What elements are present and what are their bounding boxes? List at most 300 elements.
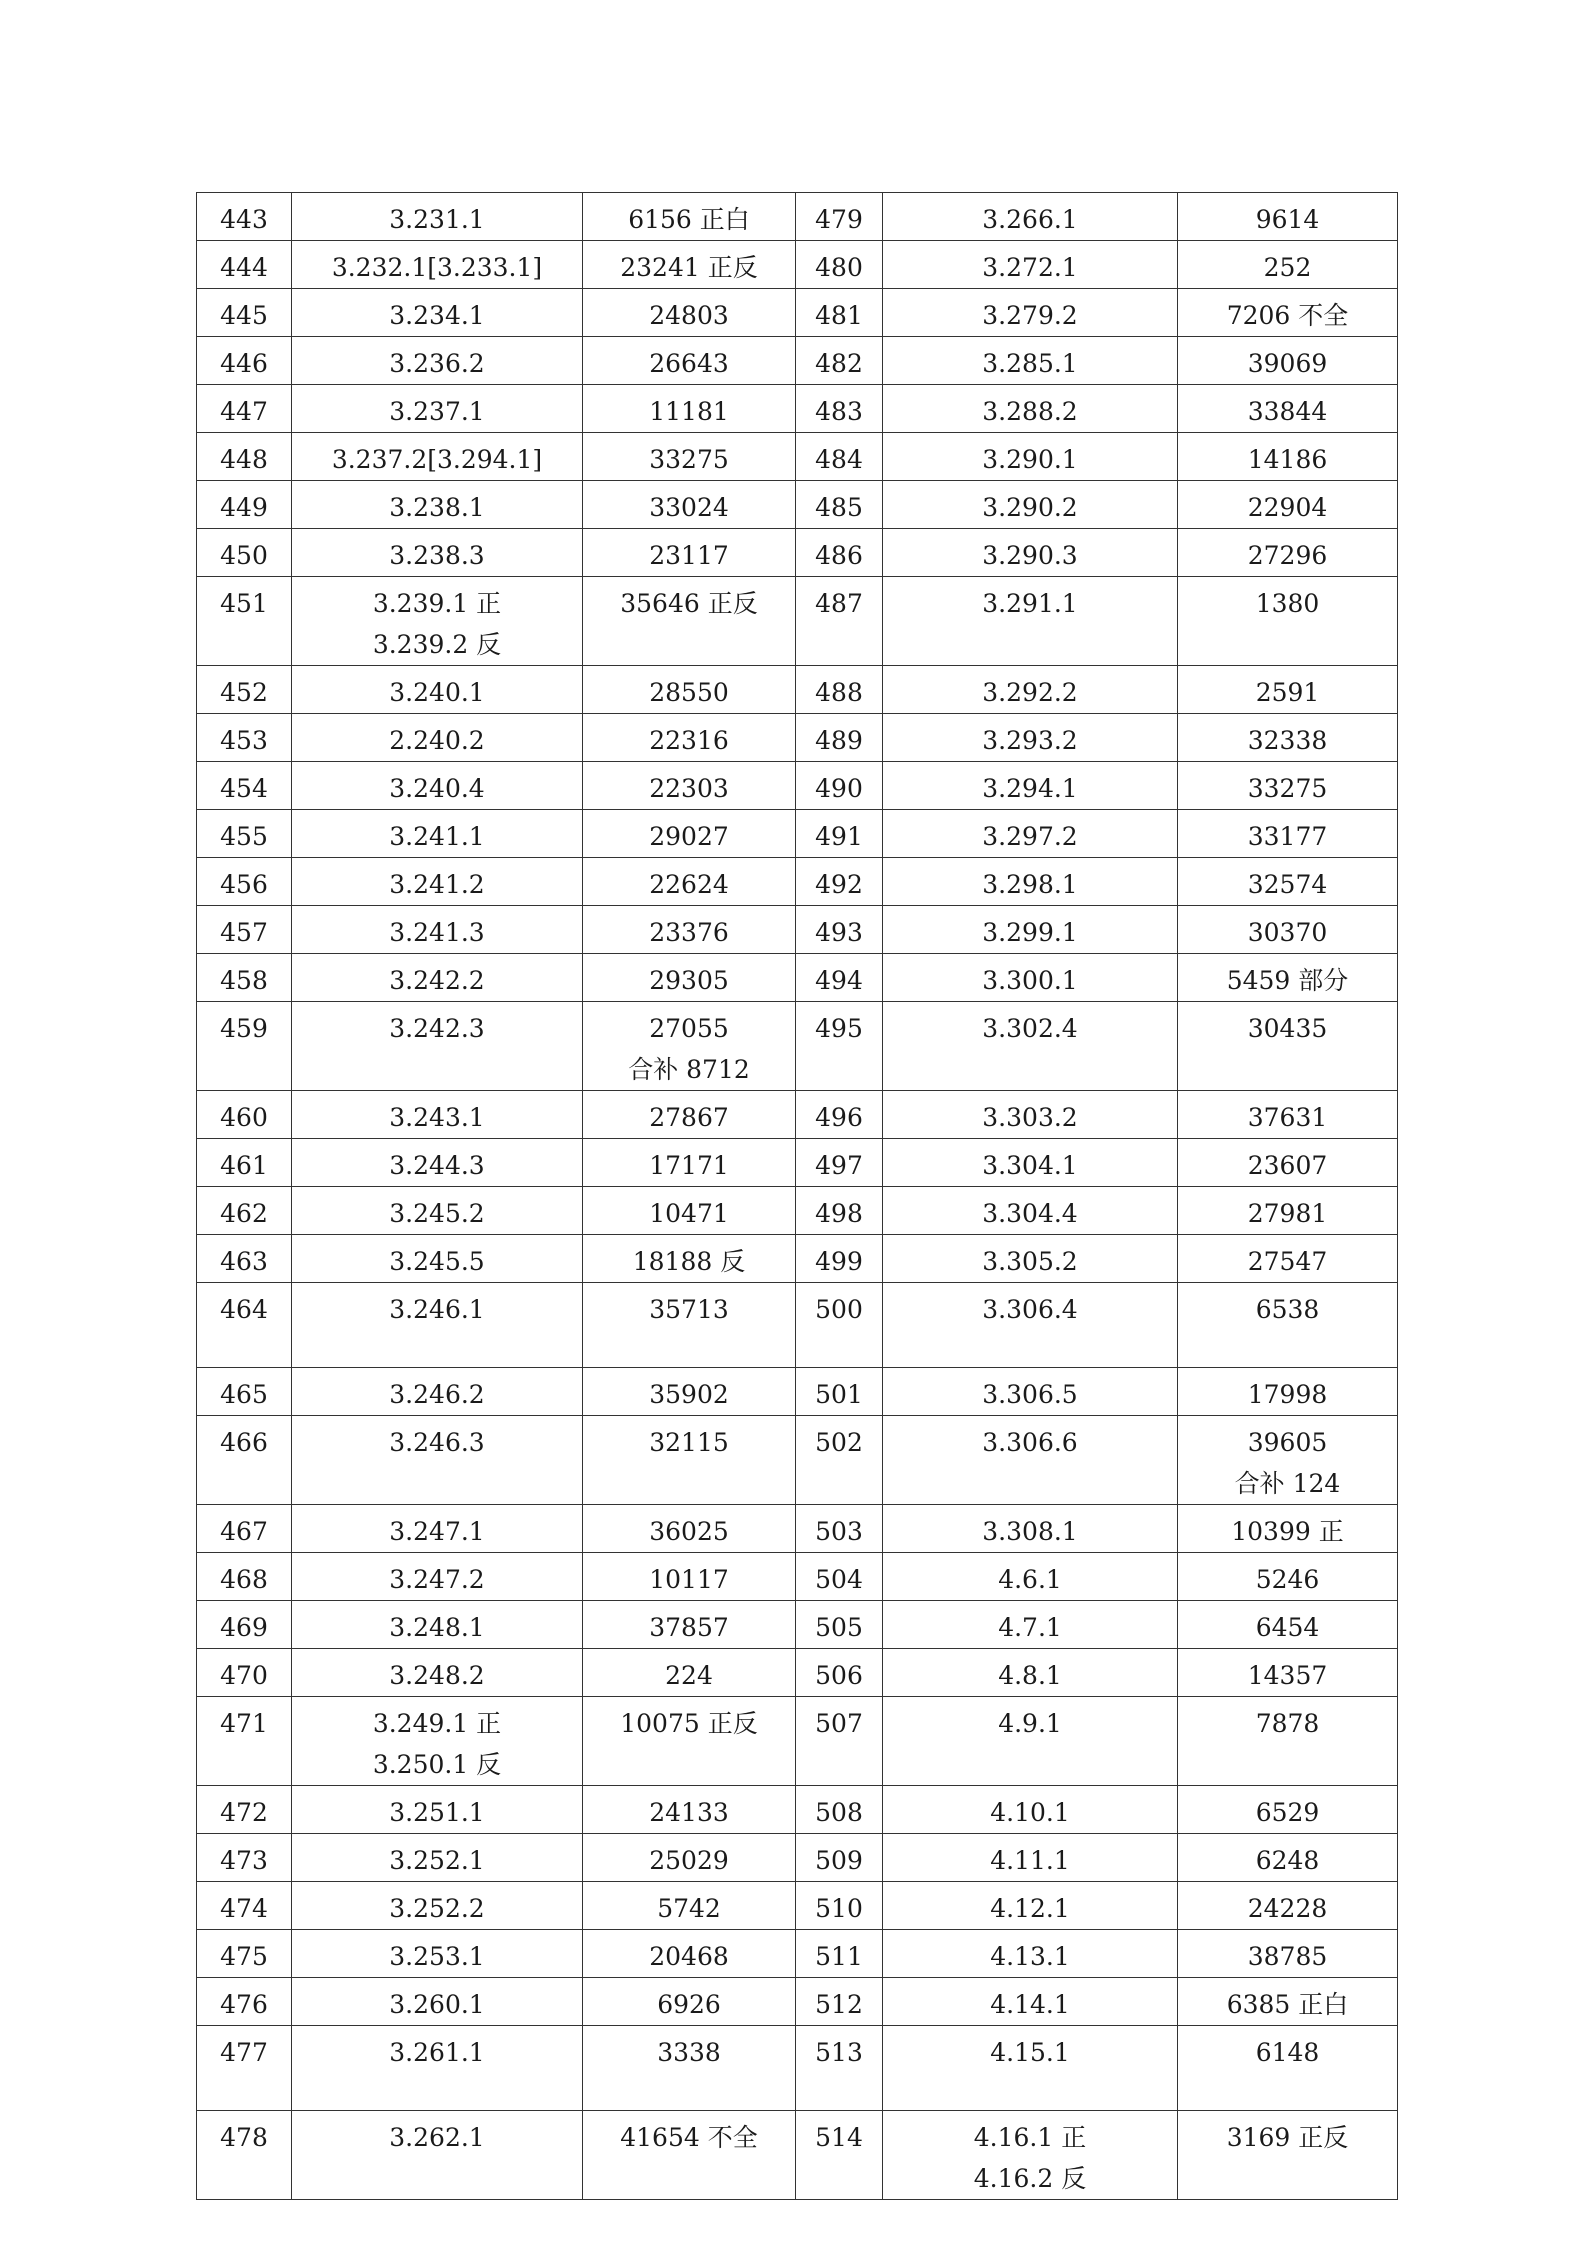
left-code-line: 3.249.1 正 — [372, 1709, 502, 1738]
right-note-cell — [1178, 1505, 1398, 1553]
left-number-cell: 446 — [197, 337, 292, 385]
left-number-cell: 472 — [197, 1786, 292, 1834]
right-number-cell: 512 — [796, 1978, 883, 2026]
left-note-line: 36025 — [649, 1517, 729, 1546]
right-code-line: 4.14.1 — [990, 1990, 1070, 2019]
left-code-cell — [292, 1601, 583, 1649]
left-note-line: 24133 — [649, 1798, 729, 1827]
right-code-cell — [883, 1697, 1178, 1786]
left-note-line: 35646 正反 — [620, 589, 758, 618]
right-code-cell — [883, 481, 1178, 529]
left-note-cell — [583, 666, 796, 714]
left-code-line: 3.240.1 — [389, 678, 485, 707]
left-number-cell: 453 — [197, 714, 292, 762]
left-number-cell: 464 — [197, 1283, 292, 1368]
right-code-cell — [883, 1786, 1178, 1834]
left-note-line: 41654 不全 — [620, 2123, 758, 2152]
left-code-cell — [292, 954, 583, 1002]
left-code-line: 3.246.1 — [389, 1295, 485, 1324]
right-code-cell — [883, 193, 1178, 241]
right-note-cell — [1178, 193, 1398, 241]
right-number-cell: 510 — [796, 1882, 883, 1930]
left-number-cell: 443 — [197, 193, 292, 241]
left-note-line: 28550 — [649, 678, 729, 707]
right-note-line: 7206 不全 — [1226, 301, 1349, 330]
catalog-body — [197, 193, 1398, 2200]
right-note-cell — [1178, 1930, 1398, 1978]
left-number-cell: 447 — [197, 385, 292, 433]
right-note-cell — [1178, 1235, 1398, 1283]
right-code-cell — [883, 1139, 1178, 1187]
right-note-line: 6454 — [1255, 1613, 1320, 1642]
left-code-line: 3.242.3 — [389, 1014, 485, 1043]
right-note-cell — [1178, 906, 1398, 954]
right-code-cell — [883, 289, 1178, 337]
left-note-cell — [583, 193, 796, 241]
left-code-cell — [292, 1235, 583, 1283]
right-note-cell — [1178, 1187, 1398, 1235]
right-number-cell: 491 — [796, 810, 883, 858]
right-number-cell: 483 — [796, 385, 883, 433]
right-note-line: 14186 — [1247, 445, 1328, 474]
left-note-line: 33275 — [649, 445, 729, 474]
left-note-cell — [583, 858, 796, 906]
left-code-cell — [292, 1834, 583, 1882]
right-code-line: 3.293.2 — [982, 726, 1078, 755]
right-code-line: 3.266.1 — [982, 205, 1078, 234]
right-note-cell — [1178, 433, 1398, 481]
left-code-line: 3.260.1 — [389, 1990, 485, 2019]
left-code-cell — [292, 1505, 583, 1553]
right-note-line: 7878 — [1255, 1709, 1320, 1738]
right-note-cell — [1178, 289, 1398, 337]
left-code-cell — [292, 1416, 583, 1505]
right-note-cell — [1178, 1697, 1398, 1786]
right-number-cell: 484 — [796, 433, 883, 481]
left-number-cell: 471 — [197, 1697, 292, 1786]
table-row — [197, 337, 1398, 385]
right-number-cell: 497 — [796, 1139, 883, 1187]
left-number-cell: 454 — [197, 762, 292, 810]
right-code-line: 3.304.1 — [982, 1151, 1078, 1180]
right-note-line: 14357 — [1247, 1661, 1328, 1690]
left-code-line: 3.245.5 — [389, 1247, 485, 1276]
table-row — [197, 1649, 1398, 1697]
left-code-line: 3.248.2 — [389, 1661, 485, 1690]
right-code-cell — [883, 714, 1178, 762]
right-code-cell — [883, 1930, 1178, 1978]
right-note-cell — [1178, 1368, 1398, 1416]
left-number-cell: 465 — [197, 1368, 292, 1416]
right-code-line: 3.290.2 — [982, 493, 1078, 522]
right-code-line: 3.291.1 — [982, 589, 1078, 618]
right-note-cell — [1178, 481, 1398, 529]
left-note-line: 22624 — [649, 870, 729, 899]
right-note-cell — [1178, 385, 1398, 433]
left-code-cell — [292, 1187, 583, 1235]
right-number-cell: 490 — [796, 762, 883, 810]
right-code-line: 3.306.4 — [982, 1295, 1078, 1324]
left-code-cell — [292, 193, 583, 241]
right-number-cell: 485 — [796, 481, 883, 529]
right-code-cell — [883, 1235, 1178, 1283]
right-note-line: 24228 — [1247, 1894, 1328, 1923]
left-note-line: 23241 正反 — [620, 253, 758, 282]
right-code-line: 4.7.1 — [998, 1613, 1062, 1642]
left-code-cell — [292, 2111, 583, 2200]
left-note-cell — [583, 1139, 796, 1187]
right-number-cell: 480 — [796, 241, 883, 289]
right-code-line: 3.294.1 — [982, 774, 1078, 803]
right-number-cell: 514 — [796, 2111, 883, 2200]
left-code-cell — [292, 1002, 583, 1091]
left-number-cell: 448 — [197, 433, 292, 481]
right-number-cell: 479 — [796, 193, 883, 241]
right-number-cell: 489 — [796, 714, 883, 762]
right-number-cell: 504 — [796, 1553, 883, 1601]
left-note-cell — [583, 1786, 796, 1834]
right-note-line: 22904 — [1247, 493, 1328, 522]
left-number-cell: 476 — [197, 1978, 292, 2026]
left-number-cell: 460 — [197, 1091, 292, 1139]
right-code-line: 4.16.1 正 — [973, 2123, 1087, 2152]
left-note-cell — [583, 433, 796, 481]
right-note-cell — [1178, 1834, 1398, 1882]
left-code-cell — [292, 1882, 583, 1930]
table-row — [197, 433, 1398, 481]
left-note-cell — [583, 1416, 796, 1505]
left-code-cell — [292, 1091, 583, 1139]
right-code-line: 3.304.4 — [982, 1199, 1078, 1228]
left-code-cell — [292, 577, 583, 666]
right-note-cell — [1178, 1091, 1398, 1139]
left-code-cell — [292, 529, 583, 577]
right-code-cell — [883, 241, 1178, 289]
right-number-cell: 505 — [796, 1601, 883, 1649]
right-note-line: 6148 — [1255, 2038, 1320, 2067]
left-number-cell: 470 — [197, 1649, 292, 1697]
left-number-cell: 445 — [197, 289, 292, 337]
right-code-cell — [883, 906, 1178, 954]
table-row — [197, 577, 1398, 666]
right-code-line: 3.306.5 — [982, 1380, 1078, 1409]
left-note-line: 3338 — [657, 2038, 721, 2067]
left-note-line: 17171 — [649, 1151, 729, 1180]
right-number-cell: 495 — [796, 1002, 883, 1091]
left-code-line: 3.243.1 — [389, 1103, 485, 1132]
left-note-line: 35713 — [649, 1295, 729, 1324]
left-code-line: 3.244.3 — [389, 1151, 485, 1180]
left-note-line: 33024 — [649, 493, 729, 522]
right-note-line: 39069 — [1247, 349, 1328, 378]
table-row — [197, 858, 1398, 906]
left-code-line: 2.240.2 — [389, 726, 485, 755]
right-number-cell: 508 — [796, 1786, 883, 1834]
right-note-line: 38785 — [1247, 1942, 1328, 1971]
right-code-cell — [883, 1882, 1178, 1930]
right-note-cell — [1178, 810, 1398, 858]
right-number-cell: 486 — [796, 529, 883, 577]
left-note-cell — [583, 2026, 796, 2111]
right-note-line: 6538 — [1255, 1295, 1320, 1324]
left-code-line: 3.240.4 — [389, 774, 485, 803]
right-note-line: 10399 正 — [1231, 1517, 1344, 1546]
left-note-cell — [583, 1283, 796, 1368]
left-code-line: 3.241.2 — [389, 870, 485, 899]
left-code-cell — [292, 1368, 583, 1416]
left-note-cell — [583, 577, 796, 666]
left-note-cell — [583, 1834, 796, 1882]
left-code-line: 3.248.1 — [389, 1613, 485, 1642]
left-code-cell — [292, 1649, 583, 1697]
table-row — [197, 954, 1398, 1002]
table-row — [197, 1978, 1398, 2026]
left-note-cell — [583, 2111, 796, 2200]
right-note-line: 39605 — [1247, 1428, 1328, 1457]
left-note-line: 20468 — [649, 1942, 729, 1971]
right-note-line: 1380 — [1255, 589, 1320, 618]
left-note-line: 10471 — [649, 1199, 729, 1228]
right-code-cell — [883, 1834, 1178, 1882]
right-note-line: 33844 — [1247, 397, 1328, 426]
left-number-cell: 473 — [197, 1834, 292, 1882]
left-number-cell: 455 — [197, 810, 292, 858]
left-note-line: 27055 — [649, 1014, 729, 1043]
left-code-cell — [292, 337, 583, 385]
left-note-line: 22316 — [649, 726, 729, 755]
right-code-cell — [883, 1002, 1178, 1091]
right-code-line: 3.290.1 — [982, 445, 1078, 474]
left-code-cell — [292, 810, 583, 858]
right-number-cell: 501 — [796, 1368, 883, 1416]
table-row — [197, 1697, 1398, 1786]
left-number-cell: 459 — [197, 1002, 292, 1091]
right-code-line: 3.300.1 — [982, 966, 1078, 995]
left-code-line: 3.247.1 — [389, 1517, 485, 1546]
right-note-line: 9614 — [1255, 205, 1320, 234]
right-code-cell — [883, 529, 1178, 577]
right-note-line: 合补 124 — [1234, 1469, 1341, 1498]
right-note-cell — [1178, 529, 1398, 577]
left-code-line: 3.252.2 — [389, 1894, 485, 1923]
right-number-cell: 482 — [796, 337, 883, 385]
table-row — [197, 1553, 1398, 1601]
right-code-line: 3.297.2 — [982, 822, 1078, 851]
right-code-line: 4.12.1 — [990, 1894, 1070, 1923]
left-note-line: 23376 — [649, 918, 729, 947]
table-row — [197, 1505, 1398, 1553]
left-code-line: 3.252.1 — [389, 1846, 485, 1875]
left-note-cell — [583, 1091, 796, 1139]
right-code-cell — [883, 1978, 1178, 2026]
left-code-cell — [292, 1697, 583, 1786]
right-note-cell — [1178, 337, 1398, 385]
right-code-cell — [883, 1553, 1178, 1601]
left-number-cell: 449 — [197, 481, 292, 529]
right-note-line: 27981 — [1247, 1199, 1328, 1228]
table-row — [197, 241, 1398, 289]
left-code-cell — [292, 241, 583, 289]
left-code-cell — [292, 1786, 583, 1834]
left-code-line: 3.238.1 — [389, 493, 485, 522]
right-note-cell — [1178, 1416, 1398, 1505]
right-code-cell — [883, 1187, 1178, 1235]
right-code-line: 3.306.6 — [982, 1428, 1078, 1457]
right-code-line: 3.308.1 — [982, 1517, 1078, 1546]
right-number-cell: 503 — [796, 1505, 883, 1553]
left-code-line: 3.245.2 — [389, 1199, 485, 1228]
left-note-cell — [583, 714, 796, 762]
right-note-line: 5459 部分 — [1226, 966, 1349, 995]
left-note-cell — [583, 1235, 796, 1283]
right-code-cell — [883, 337, 1178, 385]
left-note-cell — [583, 1002, 796, 1091]
left-note-line: 24803 — [649, 301, 729, 330]
right-note-cell — [1178, 1786, 1398, 1834]
right-code-line: 4.15.1 — [990, 2038, 1070, 2067]
right-note-cell — [1178, 1002, 1398, 1091]
left-code-line: 3.241.1 — [389, 822, 485, 851]
right-note-cell — [1178, 714, 1398, 762]
left-note-line: 29027 — [649, 822, 729, 851]
right-code-line: 3.292.2 — [982, 678, 1078, 707]
table-row — [197, 2111, 1398, 2200]
left-note-line: 35902 — [649, 1380, 729, 1409]
right-note-line: 37631 — [1247, 1103, 1328, 1132]
left-code-cell — [292, 1139, 583, 1187]
left-note-cell — [583, 762, 796, 810]
right-code-cell — [883, 1416, 1178, 1505]
right-number-cell: 507 — [796, 1697, 883, 1786]
left-code-line: 3.261.1 — [389, 2038, 485, 2067]
left-note-cell — [583, 1978, 796, 2026]
right-note-line: 30435 — [1247, 1014, 1328, 1043]
right-number-cell: 498 — [796, 1187, 883, 1235]
left-code-cell — [292, 289, 583, 337]
right-number-cell: 500 — [796, 1283, 883, 1368]
right-code-line: 3.303.2 — [982, 1103, 1078, 1132]
left-note-line: 22303 — [649, 774, 729, 803]
right-note-line: 32574 — [1247, 870, 1328, 899]
left-number-cell: 451 — [197, 577, 292, 666]
right-code-line: 4.16.2 反 — [973, 2164, 1087, 2193]
right-code-cell — [883, 954, 1178, 1002]
right-note-line: 27296 — [1247, 541, 1328, 570]
table-row — [197, 1786, 1398, 1834]
right-number-cell: 502 — [796, 1416, 883, 1505]
table-row — [197, 1235, 1398, 1283]
left-code-cell — [292, 762, 583, 810]
right-code-line: 4.8.1 — [998, 1661, 1062, 1690]
left-code-line: 3.251.1 — [389, 1798, 485, 1827]
right-note-cell — [1178, 1649, 1398, 1697]
right-code-cell — [883, 2111, 1178, 2200]
right-note-line: 6529 — [1255, 1798, 1320, 1827]
left-note-line: 10117 — [649, 1565, 729, 1594]
right-code-line: 4.6.1 — [998, 1565, 1062, 1594]
left-number-cell: 450 — [197, 529, 292, 577]
left-note-cell — [583, 1697, 796, 1786]
left-note-cell — [583, 1930, 796, 1978]
left-code-line: 3.262.1 — [389, 2123, 485, 2152]
left-note-cell — [583, 1649, 796, 1697]
table-row — [197, 1002, 1398, 1091]
left-note-line: 5742 — [657, 1894, 721, 1923]
right-note-cell — [1178, 1553, 1398, 1601]
table-row — [197, 1187, 1398, 1235]
right-number-cell: 493 — [796, 906, 883, 954]
right-code-line: 4.10.1 — [990, 1798, 1070, 1827]
left-code-cell — [292, 385, 583, 433]
left-number-cell: 475 — [197, 1930, 292, 1978]
right-code-line: 3.302.4 — [982, 1014, 1078, 1043]
left-note-cell — [583, 385, 796, 433]
left-note-line: 23117 — [649, 541, 729, 570]
right-number-cell: 506 — [796, 1649, 883, 1697]
table-row — [197, 1139, 1398, 1187]
table-row — [197, 1882, 1398, 1930]
catalog-table — [196, 192, 1398, 2200]
right-number-cell: 494 — [796, 954, 883, 1002]
left-note-line: 32115 — [649, 1428, 729, 1457]
table-row — [197, 481, 1398, 529]
right-code-cell — [883, 1505, 1178, 1553]
left-code-line: 3.246.2 — [389, 1380, 485, 1409]
left-code-line: 3.237.2[3.294.1] — [331, 445, 543, 474]
table-row — [197, 714, 1398, 762]
right-note-line: 17998 — [1247, 1380, 1328, 1409]
right-code-line: 4.13.1 — [990, 1942, 1070, 1971]
left-note-line: 224 — [665, 1661, 713, 1690]
right-number-cell: 488 — [796, 666, 883, 714]
right-code-cell — [883, 666, 1178, 714]
right-code-cell — [883, 1601, 1178, 1649]
left-note-cell — [583, 481, 796, 529]
table-row — [197, 1601, 1398, 1649]
left-code-cell — [292, 858, 583, 906]
right-note-cell — [1178, 1882, 1398, 1930]
left-code-line: 3.234.1 — [389, 301, 485, 330]
left-note-cell — [583, 810, 796, 858]
left-code-cell — [292, 1978, 583, 2026]
left-note-line: 27867 — [649, 1103, 729, 1132]
left-note-cell — [583, 241, 796, 289]
left-code-cell — [292, 666, 583, 714]
right-code-line: 3.305.2 — [982, 1247, 1078, 1276]
table-row — [197, 810, 1398, 858]
right-code-line: 3.279.2 — [982, 301, 1078, 330]
left-code-line: 3.250.1 反 — [372, 1750, 502, 1779]
right-code-cell — [883, 762, 1178, 810]
left-note-cell — [583, 337, 796, 385]
table-row — [197, 385, 1398, 433]
left-code-line: 3.239.1 正 — [372, 589, 502, 618]
right-number-cell: 511 — [796, 1930, 883, 1978]
right-note-line: 252 — [1263, 253, 1312, 282]
left-note-line: 6926 — [657, 1990, 721, 2019]
table-row — [197, 193, 1398, 241]
left-code-line: 3.247.2 — [389, 1565, 485, 1594]
left-code-line: 3.232.1[3.233.1] — [331, 253, 543, 282]
table-row — [197, 762, 1398, 810]
left-number-cell: 463 — [197, 1235, 292, 1283]
right-code-line: 3.285.1 — [982, 349, 1078, 378]
left-number-cell: 474 — [197, 1882, 292, 1930]
table-row — [197, 1283, 1398, 1368]
left-note-cell — [583, 1368, 796, 1416]
right-code-cell — [883, 1649, 1178, 1697]
right-code-cell — [883, 858, 1178, 906]
